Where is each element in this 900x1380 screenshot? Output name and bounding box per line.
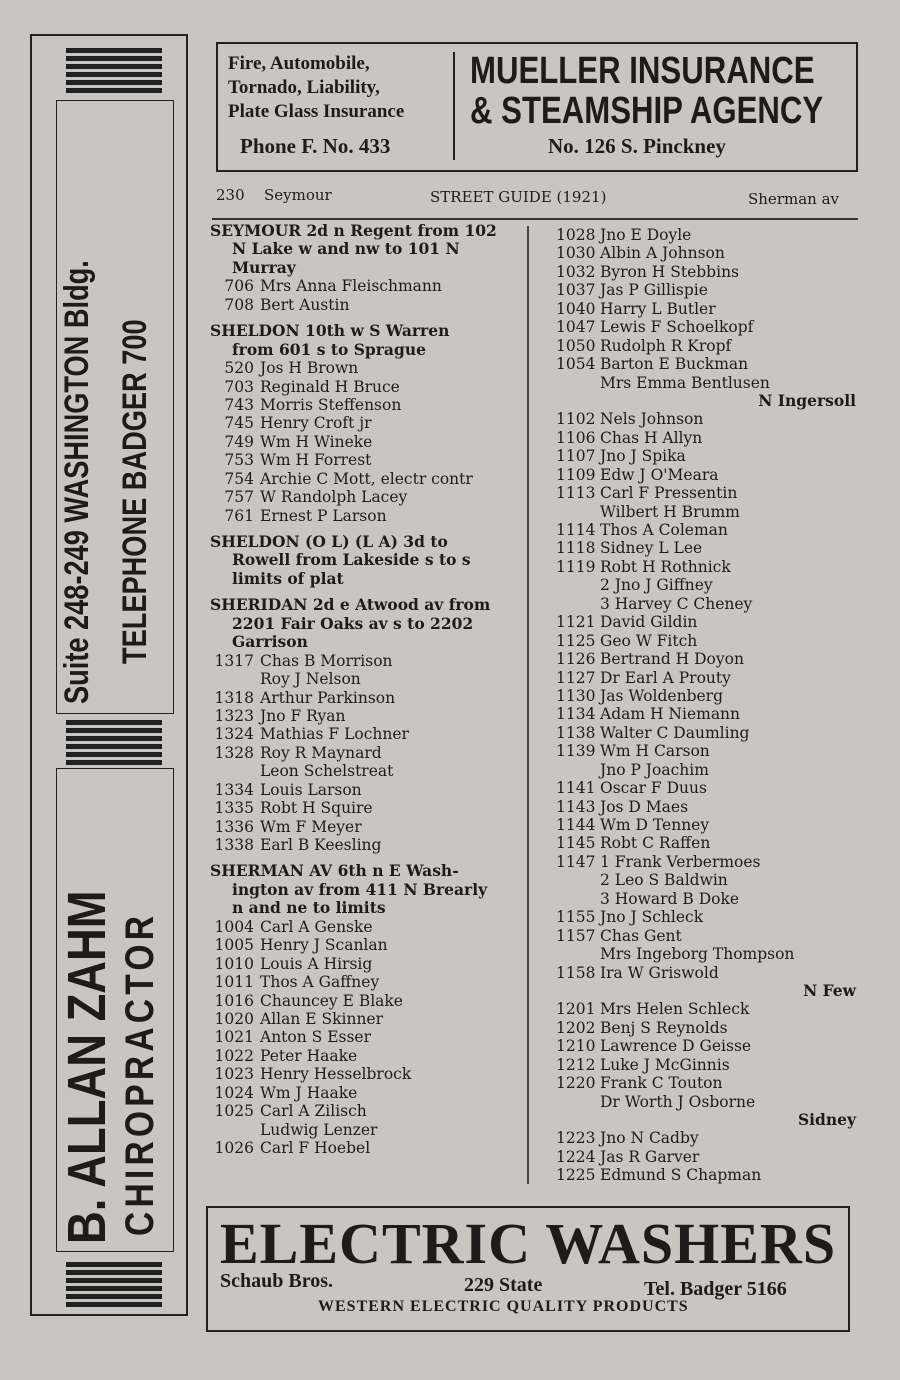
street-heading: 2201 Fair Oaks av s to 2202 [232, 613, 474, 633]
resident-name: Reginald H Bruce [260, 377, 400, 396]
resident-name: Jos H Brown [260, 359, 359, 378]
house-number: 1113 [556, 484, 596, 503]
directory-entry [556, 539, 856, 557]
street-heading: Rowell from Lakeside s to s [232, 550, 471, 570]
directory-entry [210, 1010, 522, 1028]
directory-entry [556, 798, 856, 816]
top-ad-phone: Phone F. No. 433 [240, 134, 391, 158]
house-number: 520 [224, 359, 254, 378]
house-number: 1028 [556, 226, 596, 244]
house-number: 743 [224, 395, 254, 414]
directory-entry [556, 908, 856, 926]
directory-entry [556, 964, 856, 982]
directory-entry [556, 705, 856, 723]
directory-entry [556, 834, 856, 852]
resident-name: Edmund S Chapman [600, 1166, 762, 1185]
house-number: 1016 [214, 991, 254, 1010]
directory-entry [556, 503, 856, 521]
house-number: 1050 [556, 336, 596, 355]
resident-name: Albin A Johnson [600, 244, 725, 263]
house-number: 1224 [556, 1147, 596, 1166]
house-number: 1024 [214, 1083, 254, 1102]
resident-name: Roy J Nelson [260, 670, 361, 689]
house-number: 1139 [556, 742, 596, 761]
side-ad-profession: CHIROPRACTOR [118, 911, 162, 1236]
directory-entry [210, 973, 522, 991]
resident-name: Jno J Schleck [600, 908, 704, 927]
resident-name: 3 Harvey C Cheney [600, 594, 753, 613]
directory-entry [210, 652, 522, 670]
house-number: 1125 [556, 631, 596, 650]
street-heading: SHELDON (O L) (L A) 3d to [210, 532, 448, 551]
house-number: 1138 [556, 723, 596, 742]
directory-entry [210, 689, 522, 707]
directory-entry [210, 799, 522, 817]
house-number: 745 [224, 414, 254, 433]
street-heading: from 601 s to Sprague [232, 339, 426, 359]
resident-name: Carl F Pressentin [600, 484, 738, 503]
resident-name: Chas Gent [600, 926, 682, 945]
house-number: 1127 [556, 668, 596, 687]
street-heading: SHERMAN AV 6th n E Wash- [210, 861, 459, 881]
house-number: 1005 [214, 936, 254, 955]
cross-street: Sidney [797, 1110, 856, 1129]
resident-name: Jno E Doyle [600, 226, 692, 244]
directory-entry [556, 374, 856, 392]
directory-entry [210, 836, 522, 854]
house-number: 1324 [214, 725, 254, 744]
house-number: 1114 [556, 521, 596, 539]
side-ad-bars-bottom [66, 1262, 162, 1310]
bottom-ad-tagline: WESTERN ELECTRIC QUALITY PRODUCTS [318, 1298, 689, 1315]
directory-entry [556, 410, 856, 428]
page-title: STREET GUIDE (1921) [430, 188, 607, 206]
house-number: 1026 [214, 1139, 254, 1157]
resident-name: Bert Austin [260, 295, 350, 314]
directory-entry [556, 244, 856, 262]
side-ad-bars-middle [66, 720, 162, 768]
house-number: 1223 [556, 1129, 596, 1148]
resident-name: Jno P Joachim [600, 760, 709, 779]
house-number: 1121 [556, 613, 596, 632]
resident-name: Arthur Parkinson [260, 688, 396, 707]
resident-name: Archie C Mott, electr contr [260, 469, 473, 488]
resident-name: Robt H Squire [260, 799, 373, 818]
house-number: 1145 [556, 834, 596, 853]
house-number: 706 [224, 277, 254, 296]
house-number: 1106 [556, 428, 596, 447]
directory-entry [556, 281, 856, 299]
resident-name: Byron H Stebbins [600, 262, 740, 281]
directory-entry [556, 226, 856, 244]
directory-entry [210, 992, 522, 1010]
resident-name: Adam H Niemann [600, 705, 741, 724]
bottom-ad-company: Schaub Bros. [220, 1270, 334, 1292]
directory-entry [556, 1074, 856, 1092]
house-number: 1134 [556, 705, 596, 724]
house-number: 1210 [556, 1037, 596, 1056]
bottom-ad-address: 229 State [464, 1274, 543, 1296]
directory-entry [556, 1019, 856, 1037]
bottom-ad-phone: Tel. Badger 5166 [644, 1278, 787, 1300]
resident-name: David Gildin [600, 613, 698, 632]
street-heading: SHELDON 10th w S Warren [210, 321, 450, 341]
top-ad-service-3: Plate Glass Insurance [228, 101, 405, 122]
directory-entry [556, 576, 856, 594]
top-ad-divider [453, 52, 455, 160]
directory-entry [210, 277, 522, 295]
directory-entry [556, 484, 856, 502]
house-number: 1032 [556, 262, 596, 281]
header-left-street: Seymour [264, 186, 332, 204]
house-number: 1202 [556, 1018, 596, 1037]
resident-name: Chas H Allyn [600, 428, 703, 447]
resident-name: Jos D Maes [600, 797, 689, 816]
directory-entry [556, 1037, 856, 1055]
house-number: 754 [224, 469, 254, 488]
directory-entry [556, 742, 856, 760]
resident-name: Leon Schelstreat [260, 762, 394, 781]
house-number: 1037 [556, 281, 596, 300]
header-right-street: Sherman av [748, 190, 839, 208]
resident-name: Ludwig Lenzer [260, 1120, 378, 1139]
resident-name: Mrs Emma Bentlusen [600, 373, 770, 392]
directory-entry [556, 816, 856, 834]
resident-name: Dr Earl A Prouty [600, 668, 731, 687]
resident-name: Lawrence D Geisse [600, 1037, 752, 1056]
directory-entry [210, 1047, 522, 1065]
directory-entry [556, 1166, 856, 1184]
house-number: 1021 [214, 1028, 254, 1047]
directory-entry [210, 1102, 522, 1120]
resident-name: Carl A Genske [260, 917, 373, 936]
house-number: 1225 [556, 1166, 596, 1185]
directory-entry [210, 936, 522, 954]
directory-entry [556, 945, 856, 963]
resident-name: Roy R Maynard [260, 743, 382, 762]
house-number: 1109 [556, 465, 596, 484]
resident-name: Benj S Reynolds [600, 1018, 728, 1037]
resident-name: Geo W Fitch [600, 631, 698, 650]
resident-name: Thos A Coleman [600, 521, 728, 539]
resident-name: Lewis F Schoelkopf [600, 318, 754, 337]
top-ad-service-2: Tornado, Liability, [228, 77, 380, 98]
resident-name: Luke J McGinnis [600, 1055, 730, 1074]
resident-name: Louis A Hirsig [260, 954, 373, 973]
directory-entry [556, 521, 856, 539]
resident-name: Chauncey E Blake [260, 991, 403, 1010]
directory-entry [210, 433, 522, 451]
directory-entry [210, 378, 522, 396]
house-number: 753 [224, 451, 254, 470]
house-number: 757 [224, 488, 254, 507]
directory-entry [556, 355, 856, 373]
directory-entry [210, 470, 522, 488]
house-number: 1030 [556, 244, 596, 263]
house-number: 1126 [556, 650, 596, 669]
house-number: 1336 [214, 817, 254, 836]
house-number: 1334 [214, 780, 254, 799]
house-number: 1102 [556, 410, 596, 429]
side-ad-address: Suite 248-249 WASHINGTON Bldg. [58, 260, 96, 704]
resident-name: Chas B Morrison [260, 651, 393, 670]
resident-name: Peter Haake [260, 1046, 358, 1065]
column-rule [527, 226, 529, 1184]
resident-name: Nels Johnson [600, 410, 704, 429]
house-number: 1212 [556, 1055, 596, 1074]
street-heading: N Lake w and nw to 101 N [232, 239, 460, 259]
resident-name: Jno N Cadby [600, 1129, 699, 1148]
resident-name: Anton S Esser [260, 1028, 371, 1047]
left-column [210, 222, 522, 1157]
resident-name: Carl F Hoebel [260, 1139, 371, 1157]
directory-entry [210, 781, 522, 799]
house-number: 1040 [556, 299, 596, 318]
directory-entry [210, 451, 522, 469]
resident-name: Louis Larson [260, 780, 362, 799]
directory-entry [556, 927, 856, 945]
resident-name: Henry Croft jr [260, 414, 372, 433]
top-ad-service-1: Fire, Automobile, [228, 53, 370, 74]
resident-name: Frank C Touton [600, 1074, 723, 1093]
directory-entry [556, 779, 856, 797]
directory-entry [210, 1065, 522, 1083]
house-number: 761 [224, 506, 254, 525]
header-rule [212, 218, 858, 220]
directory-entry [556, 761, 856, 779]
resident-name: Sidney L Lee [600, 539, 703, 558]
resident-name: Jas R Garver [600, 1147, 700, 1166]
top-ad-address: No. 126 S. Pinckney [548, 134, 726, 158]
resident-name: 3 Howard B Doke [600, 889, 740, 908]
house-number: 1010 [214, 954, 254, 973]
cross-street: N Few [803, 980, 856, 1000]
directory-entry [210, 488, 522, 506]
house-number: 1023 [214, 1065, 254, 1084]
house-number: 1143 [556, 797, 596, 816]
directory-entry [556, 632, 856, 650]
directory-entry [556, 466, 856, 484]
house-number: 1338 [214, 836, 254, 854]
resident-name: Henry J Scanlan [260, 936, 388, 955]
side-ad-name: B. ALLAN ZAHM [57, 890, 117, 1244]
resident-name: Wm F Meyer [260, 817, 362, 836]
resident-name: Walter C Daumling [600, 723, 750, 742]
house-number: 1022 [214, 1046, 254, 1065]
directory-entry [556, 337, 856, 355]
house-number: 1220 [556, 1074, 596, 1093]
directory-entry [556, 724, 856, 742]
house-number: 1147 [556, 852, 596, 871]
resident-name: Barton E Buckman [600, 355, 749, 374]
street-heading: Murray [232, 257, 296, 277]
directory-entry [210, 359, 522, 377]
resident-name: Mathias F Lochner [260, 725, 409, 744]
directory-entry [556, 687, 856, 705]
resident-name: Mrs Ingeborg Thompson [600, 945, 795, 964]
house-number: 1155 [556, 908, 596, 927]
directory-entry [210, 296, 522, 314]
resident-name: Wm H Forrest [260, 451, 372, 470]
resident-name: Edw J O'Meara [600, 465, 719, 484]
resident-name: Wm D Tenney [600, 816, 710, 834]
directory-entry [210, 670, 522, 688]
resident-name: 2 Leo S Baldwin [600, 871, 728, 890]
directory-entry [556, 890, 856, 908]
right-column [556, 226, 856, 1185]
house-number: 1130 [556, 686, 596, 705]
house-number: 708 [224, 295, 254, 314]
page-number: 230 [216, 186, 245, 204]
directory-entry [556, 650, 856, 668]
resident-name: Carl A Zilisch [260, 1102, 367, 1121]
house-number: 1335 [214, 799, 254, 818]
street-heading: SHERIDAN 2d e Atwood av from [210, 595, 491, 615]
directory-entry [556, 1129, 856, 1147]
directory-entry [210, 918, 522, 936]
resident-name: Allan E Skinner [260, 1009, 384, 1028]
directory-entry [556, 1056, 856, 1074]
house-number: 1054 [556, 355, 596, 374]
directory-entry [556, 429, 856, 447]
resident-name: 1 Frank Verbermoes [600, 852, 761, 871]
resident-name: Morris Steffenson [260, 395, 402, 414]
side-ad-bars-top [66, 48, 162, 96]
house-number: 1317 [214, 651, 254, 670]
house-number: 703 [224, 377, 254, 396]
house-number: 1025 [214, 1102, 254, 1121]
directory-entry [210, 744, 522, 762]
resident-name: Dr Worth J Osborne [600, 1092, 756, 1111]
resident-name: Wm H Wineke [260, 432, 373, 451]
resident-name: Jno F Ryan [260, 706, 346, 725]
street-heading: limits of plat [232, 568, 344, 588]
cross-street: N Ingersoll [758, 390, 856, 410]
resident-name: Oscar F Duus [600, 779, 707, 798]
directory-entry [210, 396, 522, 414]
house-number: 749 [224, 432, 254, 451]
house-number: 1144 [556, 816, 596, 834]
house-number: 1318 [214, 688, 254, 707]
directory-entry [556, 447, 856, 465]
directory-entry [210, 818, 522, 836]
directory-entry [210, 762, 522, 780]
street-heading: ington av from 411 N Brearly [232, 879, 488, 899]
directory-entry [210, 1084, 522, 1102]
house-number: 1328 [214, 743, 254, 762]
resident-name: W Randolph Lacey [260, 488, 408, 507]
resident-name: Rudolph R Kropf [600, 336, 732, 355]
house-number: 1119 [556, 557, 596, 576]
resident-name: Wilbert H Brumm [600, 502, 740, 521]
resident-name: Wm H Carson [600, 742, 710, 761]
directory-entry [210, 1028, 522, 1046]
house-number: 1118 [556, 539, 596, 558]
directory-entry [210, 955, 522, 973]
resident-name: Earl B Keesling [260, 836, 382, 854]
house-number: 1020 [214, 1009, 254, 1028]
house-number: 1011 [214, 973, 254, 992]
directory-entry [210, 414, 522, 432]
resident-name: Harry L Butler [600, 299, 716, 318]
top-ad-company-line1: MUELLER INSURANCE [470, 50, 815, 92]
bottom-ad-title: ELECTRIC WASHERS [220, 1211, 837, 1276]
directory-entry [556, 669, 856, 687]
house-number: 1107 [556, 447, 596, 466]
house-number: 1004 [214, 917, 254, 936]
directory-entry [556, 1148, 856, 1166]
directory-entry [556, 263, 856, 281]
directory-entry [556, 300, 856, 318]
street-heading: Garrison [232, 632, 308, 652]
directory-entry [556, 558, 856, 576]
house-number: 1047 [556, 318, 596, 337]
resident-name: Robt H Rothnick [600, 557, 731, 576]
house-number: 1323 [214, 706, 254, 725]
directory-entry [210, 1121, 522, 1139]
directory-entry [210, 1139, 522, 1157]
resident-name: Ira W Griswold [600, 963, 719, 982]
street-heading: SEYMOUR 2d n Regent from 102 [210, 221, 497, 240]
directory-entry [556, 613, 856, 631]
resident-name: Robt C Raffen [600, 834, 711, 853]
house-number: 1201 [556, 1000, 596, 1019]
directory-entry [210, 725, 522, 743]
directory-entry [556, 1000, 856, 1018]
resident-name: Bertrand H Doyon [600, 650, 744, 669]
top-ad-company-line2: & STEAMSHIP AGENCY [470, 90, 824, 132]
resident-name: Wm J Haake [260, 1083, 358, 1102]
resident-name: Henry Hesselbrock [260, 1065, 412, 1084]
resident-name: Mrs Anna Fleischmann [260, 277, 442, 296]
resident-name: Mrs Helen Schleck [600, 1000, 750, 1019]
house-number: 1158 [556, 963, 596, 982]
directory-entry [556, 853, 856, 871]
street-heading: n and ne to limits [232, 898, 386, 918]
directory-entry [210, 507, 522, 525]
resident-name: Jno J Spika [600, 447, 686, 466]
side-ad-phone: TELEPHONE BADGER 700 [116, 319, 154, 664]
directory-entry [210, 707, 522, 725]
house-number: 1141 [556, 779, 596, 798]
resident-name: Thos A Gaffney [260, 973, 380, 992]
resident-name: 2 Jno J Giffney [600, 576, 713, 595]
resident-name: Jas P Gillispie [600, 281, 708, 300]
directory-entry [556, 871, 856, 889]
directory-entry [556, 1093, 856, 1111]
resident-name: Ernest P Larson [260, 506, 387, 525]
house-number: 1157 [556, 926, 596, 945]
resident-name: Jas Woldenberg [600, 686, 724, 705]
directory-entry [556, 595, 856, 613]
directory-entry [556, 318, 856, 336]
